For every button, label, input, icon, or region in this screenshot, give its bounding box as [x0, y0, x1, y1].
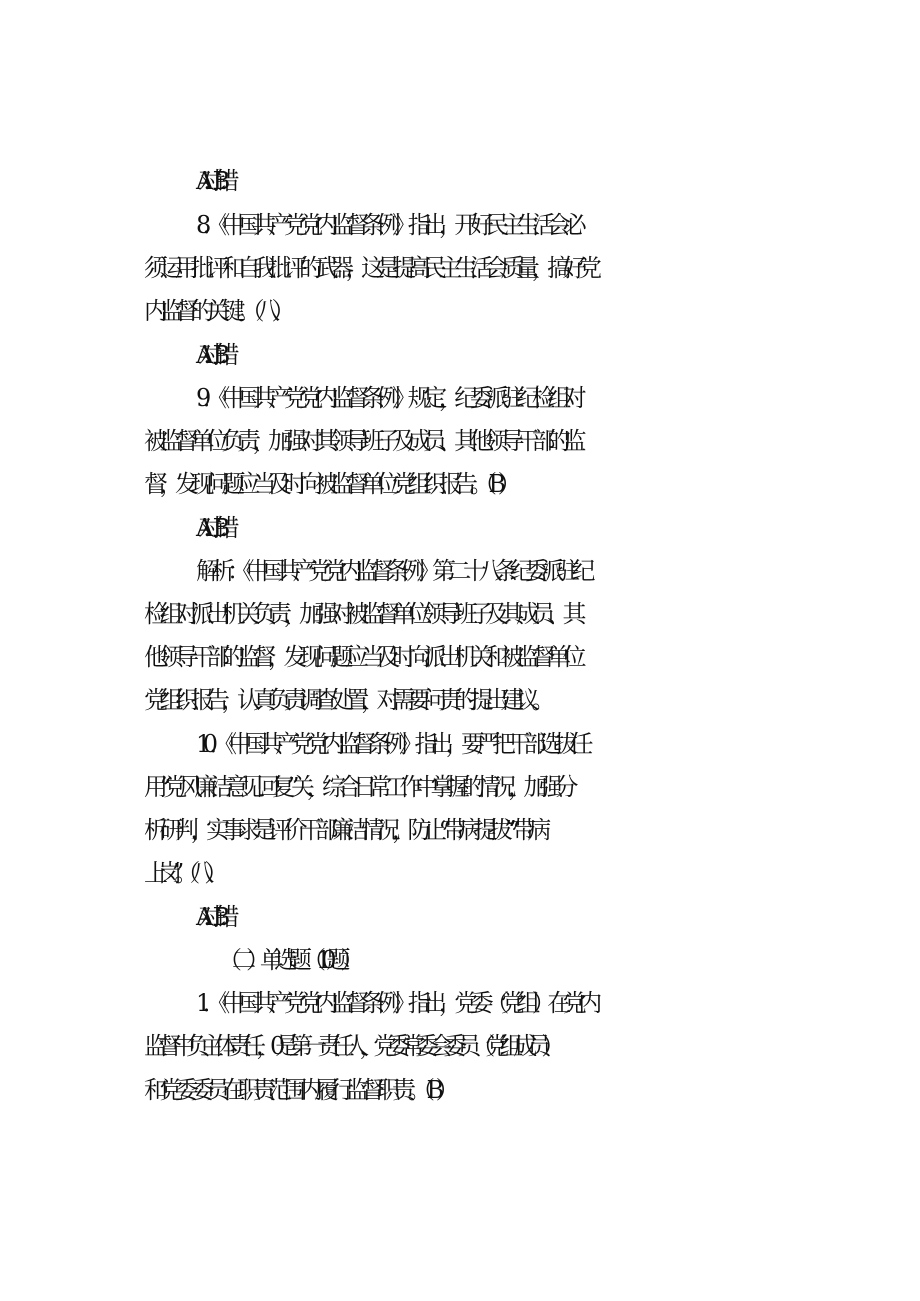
q10-line-2: 用“党风廉洁意见回复”关，综合日常工作中掌握的情况，加强分 — [144, 773, 571, 801]
section-header-single-choice: （二）单选题（10题） — [218, 946, 355, 974]
q7-options: A. 对B. 错 — [196, 167, 230, 195]
q10-line-3: 析研判，实事求是评价干部廉洁情况，防止“带病提拔”“带病 — [144, 816, 543, 844]
sc1-line-3: 和党委委员在职责范围内履行监督职责。（B） — [144, 1076, 452, 1104]
q10-options: A. 对B. 错 — [196, 903, 230, 931]
q8-line-1: 8．《中国共产党党内监督条例》指出，开好民主生活会必 — [196, 211, 579, 239]
q9-analysis-line-1: 解析：《中国共产党党内监督条例》第二十八条纪委派驻纪 — [196, 557, 587, 585]
q9-analysis-line-2: 检组对派出机关负责，加强对被监督单位领导班子及其成员、其 — [144, 600, 578, 628]
q10-line-1: 10．《中国共产党党内监督条例》指出，要严把干部选拔任 — [196, 730, 586, 758]
q8-line-3: 内监督的关键。（八） — [144, 297, 287, 325]
q8-options: A. 对B. 错 — [196, 341, 230, 369]
q10-line-4: 上岗”。（八） — [144, 859, 219, 887]
q9-line-2: 被监督单位负责，加强对其领导班子及成员、其他领导干部的监 — [144, 427, 578, 455]
q9-analysis-line-3: 他领导干部的监督，发现问题应当及时向派出机关和被监督单位 — [144, 643, 578, 671]
q9-line-1: 9．《中国共产党党内监督条例》规定，纪委派驻纪检组对 — [196, 384, 579, 412]
sc1-line-2: 监督中负主体责任，0是第一责任人，党委常委会委员（党组成员） — [144, 1032, 556, 1060]
sc1-line-1: 1．《中国共产党党内监督条例》指出，党委（党组）在党内 — [196, 989, 594, 1017]
q9-options: A. 对B. 错 — [196, 514, 230, 542]
q9-line-3: 督，发现问题应当及时向被监督单位党组织报告。（B） — [144, 470, 514, 498]
q9-analysis-line-4: 党组织报告，认真负责调查处置，对需要问责的提出建议。 — [144, 686, 547, 714]
q8-line-2: 须运用批评和自我批评的武器，这是提高民主生活会质量，搞好党 — [144, 254, 594, 282]
